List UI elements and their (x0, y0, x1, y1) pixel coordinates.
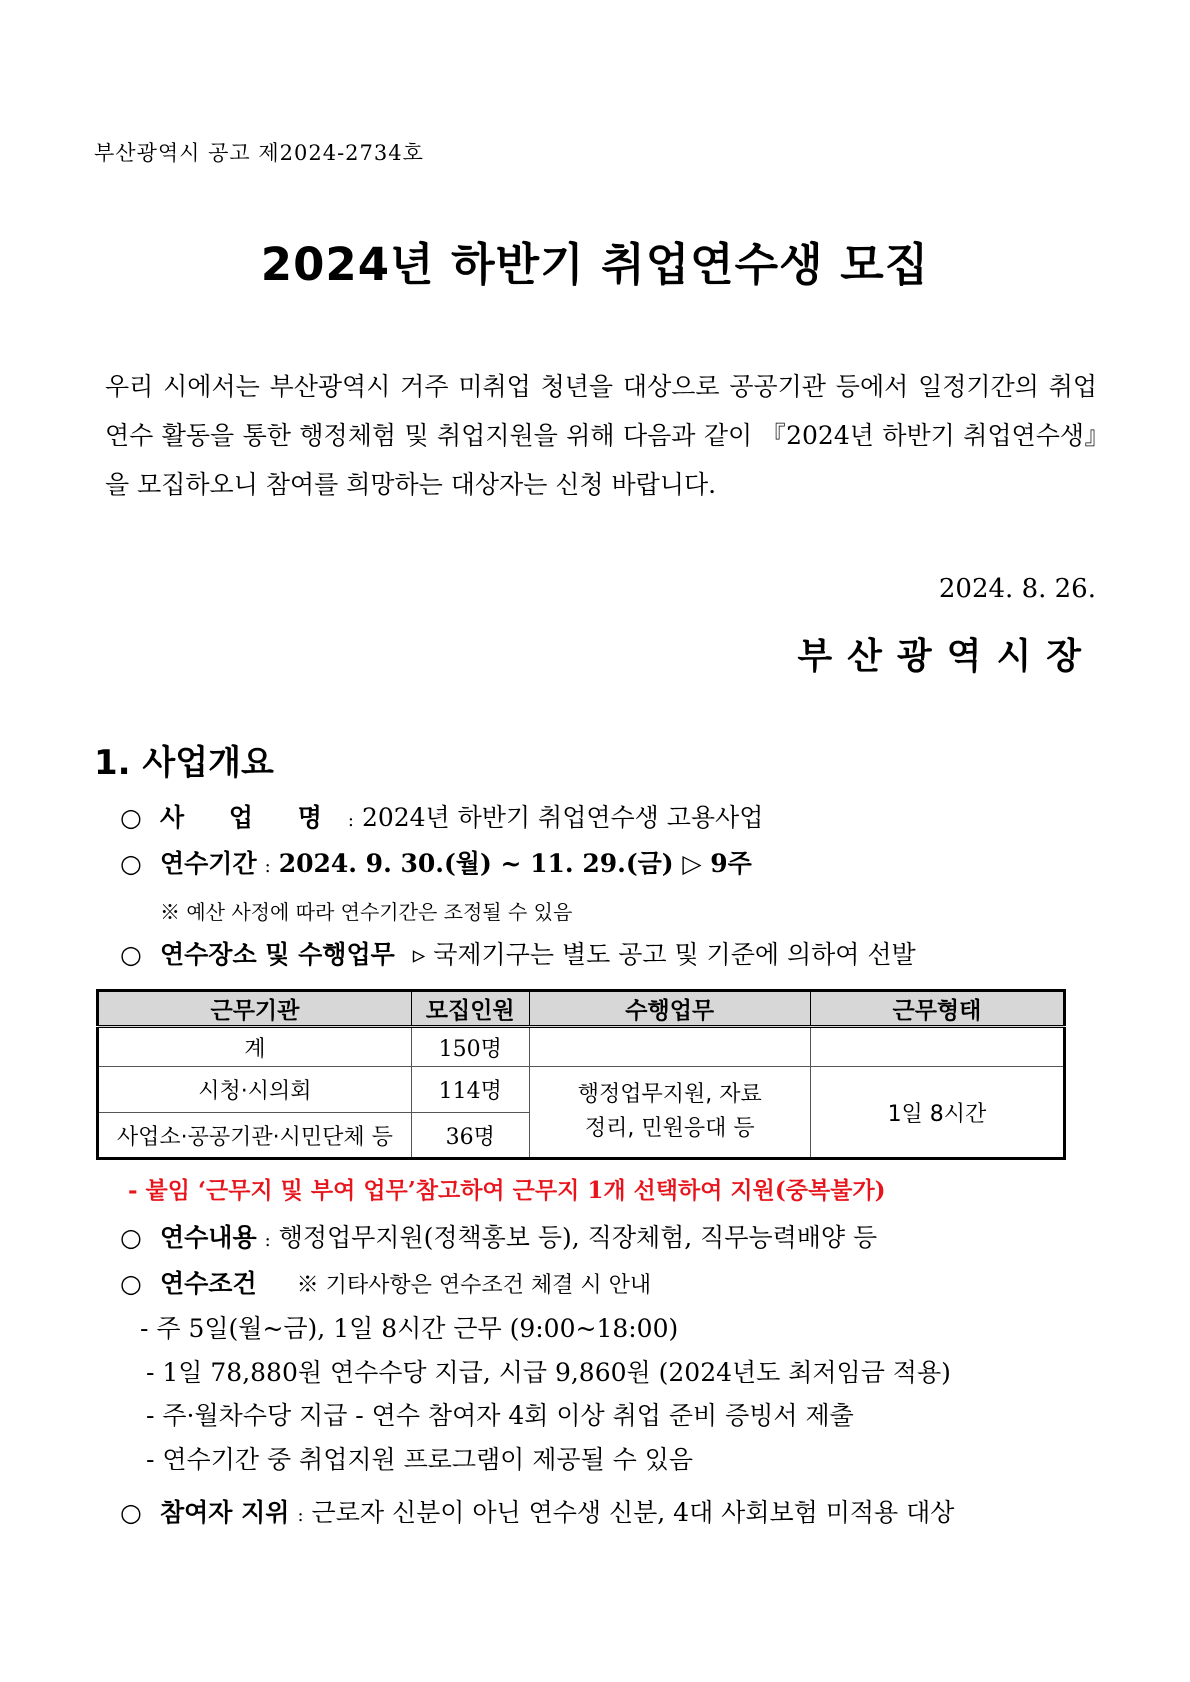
bullet-icon: ○ (120, 803, 142, 832)
project-name-label: 사 업 명 (160, 803, 340, 832)
content-value: 행정업무지원(정책홍보 등), 직장체험, 직무능력배양 등 (278, 1223, 878, 1252)
project-name-value: 2024년 하반기 취업연수생 고용사업 (361, 803, 764, 832)
conditions-item: - 1일 78,880원 연수수당 지급, 시급 9,860원 (2024년도 최저임금 적용) (146, 1358, 951, 1387)
status-value: 근로자 신분이 아닌 연수생 신분, 4대 사회보험 미적용 대상 (311, 1498, 955, 1527)
table-cell-org: 계 (98, 1027, 412, 1067)
notice-number: 부산광역시 공고 제2024-2734호 (94, 141, 424, 165)
table-cell-org: 시청·시의회 (98, 1067, 412, 1113)
colon-separator: : (264, 856, 271, 877)
period-note: ※ 예산 사정에 따라 연수기간은 조정될 수 있음 (160, 900, 573, 924)
colon-separator: : (264, 1230, 271, 1251)
conditions-item: - 연수기간 중 취업지원 프로그램이 제공될 수 있음 (146, 1445, 694, 1474)
colon-separator: : (347, 810, 354, 831)
place-note: ▹ 국제기구는 별도 공고 및 기준에 의하여 선발 (412, 940, 916, 969)
table-cell-duty: 행정업무지원, 자료 정리, 민원응대 등 (529, 1067, 810, 1159)
conditions-item: - 주·월차수당 지급 - 연수 참여자 4회 이상 취업 준비 증빙서 제출 (146, 1401, 854, 1430)
place-line (120, 935, 916, 971)
period-line (120, 844, 752, 880)
period-value: 2024. 9. 30.(월) ~ 11. 29.(금) ▷ 9주 (278, 849, 752, 878)
table-header: 수행업무 (529, 991, 810, 1027)
table-cell-count: 114명 (411, 1067, 529, 1113)
table-row (98, 1067, 1065, 1113)
bullet-icon: ○ (120, 1269, 142, 1298)
intro-paragraph: 우리 시에서는 부산광역시 거주 미취업 청년을 대상으로 공공기관 등에서 일정기간의 취업연수 활동을 통한 행정체험 및 취업지원을 위해 다음과 같이 『2024년 하반기 취업연수생』을 모집하오니 참여를 희망하는 대상자는 신청 바랍니다. (105, 372, 1097, 499)
conditions-line (120, 1264, 651, 1300)
workplace-table (96, 989, 1066, 1160)
bullet-icon: ○ (120, 1498, 142, 1527)
content-label: 연수내용 (160, 1223, 257, 1252)
place-label: 연수장소 및 수행업무 (160, 940, 395, 969)
conditions-note: ※ 기타사항은 연수조건 체결 시 안내 (296, 1273, 652, 1298)
bullet-icon: ○ (120, 849, 142, 878)
bullet-icon: ○ (120, 1223, 142, 1252)
bullet-icon: ○ (120, 940, 142, 969)
table-cell-worktype: 1일 8시간 (810, 1067, 1064, 1159)
conditions-label: 연수조건 (160, 1269, 257, 1298)
table-cell-count: 36명 (411, 1113, 529, 1159)
attachment-note: - 붙임 ‘근무지 및 부여 업무’참고하여 근무지 1개 선택하여 지원(중복불가) (128, 1177, 886, 1204)
colon-separator: : (297, 1505, 304, 1526)
table-cell-empty (810, 1027, 1064, 1067)
table-header: 근무형태 (810, 991, 1064, 1027)
period-label: 연수기간 (160, 849, 257, 878)
table-header-row (98, 991, 1065, 1027)
content-line (120, 1218, 877, 1254)
table-header: 모집인원 (411, 991, 529, 1027)
table-header: 근무기관 (98, 991, 412, 1027)
notice-date: 2024. 8. 26. (938, 574, 1096, 604)
table-cell-count: 150명 (411, 1027, 529, 1067)
table-row (98, 1027, 1065, 1067)
conditions-item: - 주 5일(월~금), 1일 8시간 근무 (9:00~18:00) (140, 1314, 679, 1343)
status-line (120, 1493, 954, 1529)
status-label: 참여자 지위 (160, 1498, 290, 1527)
page-title: 2024년 하반기 취업연수생 모집 (260, 238, 930, 291)
section-heading: 1. 사업개요 (94, 743, 274, 783)
issuer-name: 부산광역시장 (797, 635, 1096, 677)
project-name-line (120, 798, 763, 834)
table-cell-org: 사업소·공공기관·시민단체 등 (98, 1113, 412, 1159)
table-cell-empty (529, 1027, 810, 1067)
